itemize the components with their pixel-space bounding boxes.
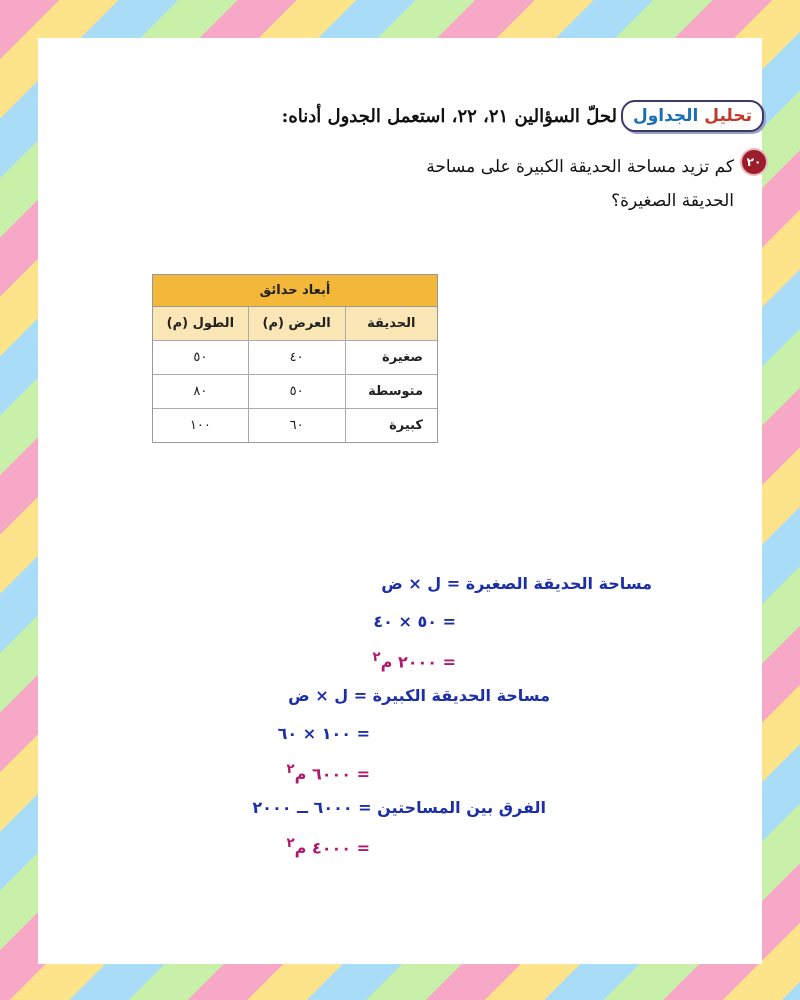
question-text — [374, 150, 734, 218]
cell-garden: متوسطة — [345, 375, 437, 409]
difference-result-value: = ٤٠٠٠ م — [294, 838, 370, 858]
table-row — [153, 375, 437, 409]
header-length: الطول (م) — [153, 307, 248, 341]
difference-formula: الفرق بين المساحتين = ٦٠٠٠ ــ ٢٠٠٠ — [252, 798, 546, 817]
cell-garden: كبيرة — [345, 409, 437, 443]
cell-width: ٦٠ — [248, 409, 345, 443]
section-tag — [621, 100, 764, 132]
table-row — [153, 341, 437, 375]
large-area-result — [287, 762, 370, 783]
square-superscript: ٢ — [286, 836, 295, 851]
question — [206, 150, 766, 218]
cell-garden: صغيرة — [345, 341, 437, 375]
cell-length: ١٠٠ — [153, 409, 248, 443]
gardens-table — [152, 274, 438, 443]
table-row — [153, 409, 437, 443]
header-garden: الحديقة — [345, 307, 437, 341]
large-area-formula: مساحة الحديقة الكبيرة = ل × ض — [288, 686, 550, 705]
small-area-step: = ٥٠ × ٤٠ — [373, 612, 456, 631]
section-tag-word2: الجداول — [632, 106, 699, 126]
question-line-1: كم تزيد مساحة الحديقة الكبيرة على مساحة — [426, 157, 734, 177]
large-area-result-value: = ٦٠٠٠ م — [294, 764, 370, 784]
question-number-badge: ٢٠ — [742, 150, 766, 174]
small-area-formula: مساحة الحديقة الصغيرة = ل × ض — [381, 574, 652, 593]
section-tag-word1: تحليل — [704, 106, 752, 126]
square-superscript: ٢ — [372, 650, 381, 665]
instructions-heading — [124, 100, 764, 132]
cell-length: ٥٠ — [153, 341, 248, 375]
heading-text: لحلّ السؤالين ٢١، ٢٢، استعمل الجدول أدناه: — [281, 105, 617, 127]
cell-width: ٥٠ — [248, 375, 345, 409]
small-area-result-value: = ٢٠٠٠ م — [380, 652, 456, 672]
dimensions-table — [153, 307, 437, 442]
header-width: العرض (م) — [248, 307, 345, 341]
table-header-row — [153, 307, 437, 341]
cell-length: ٨٠ — [153, 375, 248, 409]
question-line-2: الحديقة الصغيرة؟ — [611, 191, 734, 211]
large-area-step: = ١٠٠ × ٦٠ — [277, 724, 370, 743]
square-superscript: ٢ — [286, 762, 295, 777]
small-area-result — [373, 650, 456, 671]
cell-width: ٤٠ — [248, 341, 345, 375]
difference-result — [287, 836, 370, 857]
table-title: أبعاد حدائق — [153, 275, 437, 307]
